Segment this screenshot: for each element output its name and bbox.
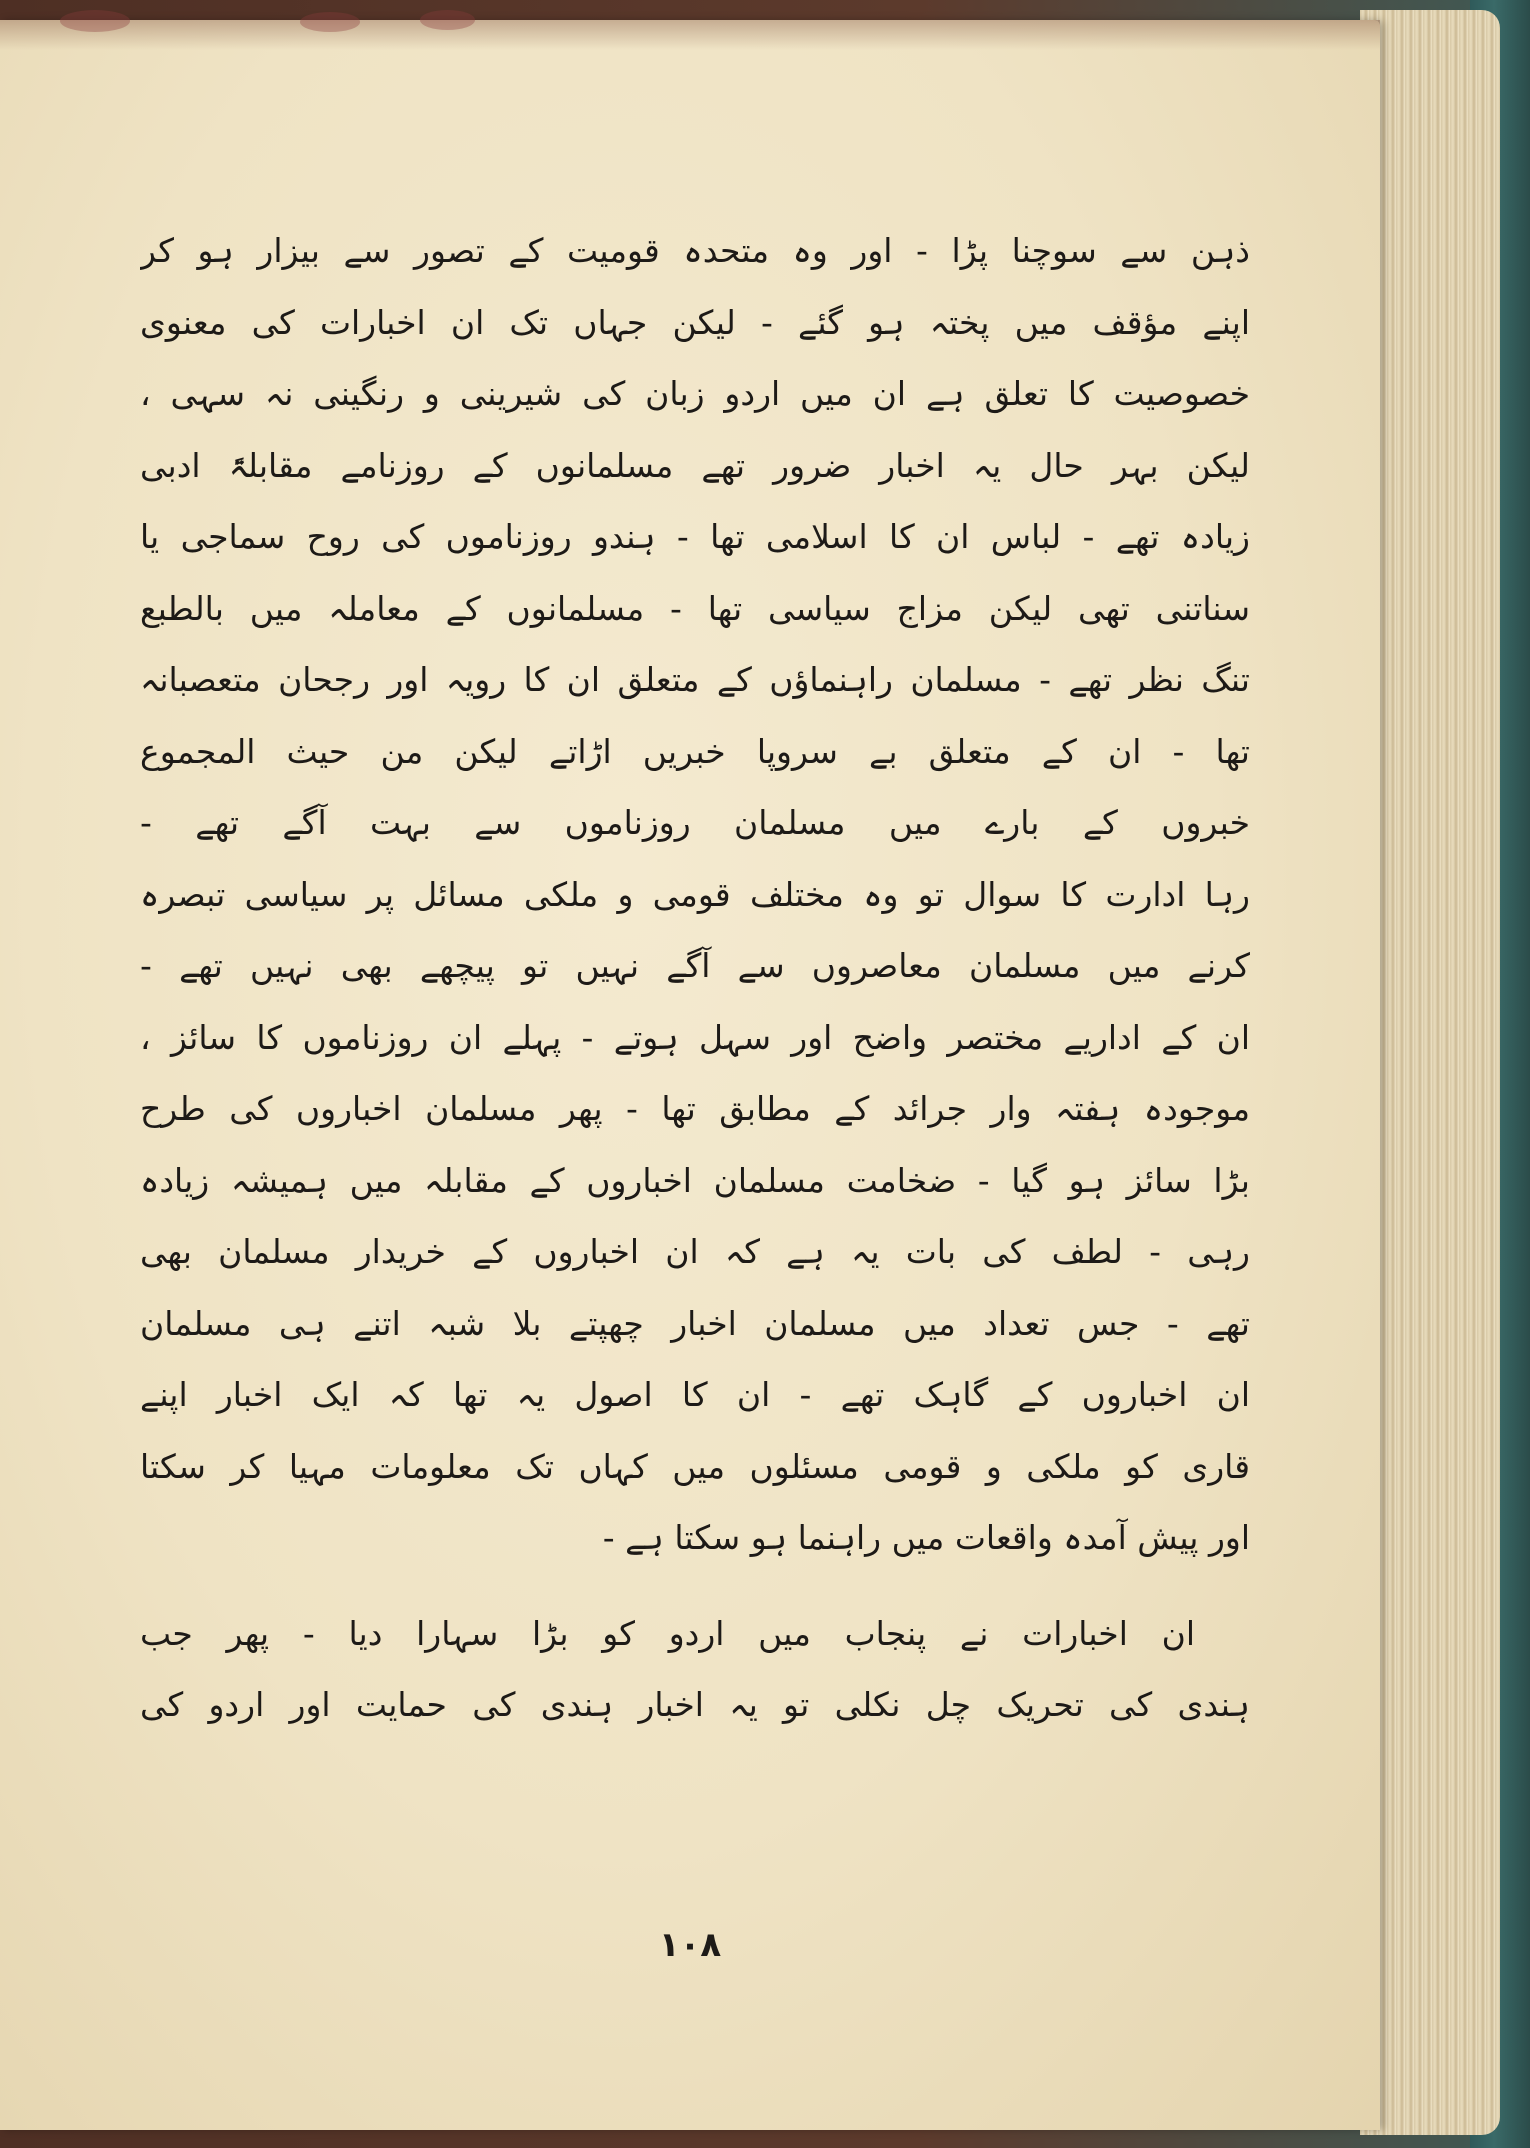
text-line: کرنے میں مسلمان معاصروں سے آگے نہیں تو پیچھے بھی نہیں تھے - (140, 946, 1250, 985)
book-page (0, 20, 1380, 2130)
text-line: ان کے اداریے مختصر واضح اور سہل ہوتے - پہلے ان روزناموں کا سائز ، (140, 1017, 1250, 1057)
stain-mark (420, 10, 475, 30)
stain-mark (60, 10, 130, 32)
text-line: اپنے مؤقف میں پختہ ہو گئے - لیکن جہاں تک ان اخبارات کی معنوی (140, 302, 1250, 342)
text-line: بڑا سائز ہو گیا - ضخامت مسلمان اخباروں کے مقابلہ میں ہمیشہ زیادہ (140, 1160, 1250, 1200)
paragraph-1 (140, 215, 1250, 1574)
text-line: زیادہ تھے - لباس ان کا اسلامی تھا - ہندو روزناموں کی روح سماجی یا (140, 517, 1250, 556)
text-line: ذہن سے سوچنا پڑا - اور وہ متحدہ قومیت کے تصور سے بیزار ہو کر (140, 231, 1250, 270)
text-line: خصوصیت کا تعلق ہے ان میں اردو زبان کی شیرینی و رنگینی نہ سہی ، (140, 374, 1250, 413)
text-line: ہندی کی تحریک چل نکلی تو یہ اخبار ہندی کی حمایت اور اردو کی (140, 1685, 1250, 1724)
text-line: خبروں کے بارے میں مسلمان روزناموں سے بہت آگے تھے - (140, 803, 1250, 842)
text-line: اور پیش آمدہ واقعات میں راہنما ہو سکتا ہے - (602, 1518, 1250, 1557)
text-line: موجودہ ہفتہ وار جرائد کے مطابق تھا - پھر مسلمان اخباروں کی طرح (140, 1089, 1250, 1128)
text-line: تھا - ان کے متعلق بے سروپا خبریں اڑاتے لیکن من حیث المجموع (140, 731, 1250, 771)
page-number: ١٠٨ (658, 1925, 722, 1965)
text-line: قاری کو ملکی و قومی مسئلوں میں کہاں تک معلومات مہیا کر سکتا (140, 1446, 1250, 1486)
text-line: لیکن بہر حال یہ اخبار ضرور تھے مسلمانوں کے روزنامے مقابلۃً ادبی (140, 445, 1250, 485)
stain-mark (300, 12, 360, 32)
text-line: تھے - جس تعداد میں مسلمان اخبار چھپتے بلا شبہ اتنے ہی مسلمان (140, 1303, 1250, 1343)
paragraph-2 (140, 1598, 1250, 1741)
text-line: تنگ نظر تھے - مسلمان راہنماؤں کے متعلق ان کا رویہ اور رجحان متعصبانہ (140, 660, 1250, 699)
text-line: ان اخبارات نے پنجاب میں اردو کو بڑا سہارا دیا - پھر جب (140, 1613, 1195, 1653)
page-stack (1360, 10, 1500, 2135)
text-line: رہا ادارت کا سوال تو وہ مختلف قومی و ملکی مسائل پر سیاسی تبصرہ (140, 874, 1250, 914)
body-text (140, 215, 1250, 1741)
text-line: رہی - لطف کی بات یہ ہے کہ ان اخباروں کے خریدار مسلمان بھی (140, 1232, 1250, 1271)
text-line: سناتنی تھی لیکن مزاج سیاسی تھا - مسلمانوں کے معاملہ میں بالطبع (140, 588, 1250, 628)
text-line: ان اخباروں کے گاہک تھے - ان کا اصول یہ تھا کہ ایک اخبار اپنے (140, 1375, 1250, 1414)
